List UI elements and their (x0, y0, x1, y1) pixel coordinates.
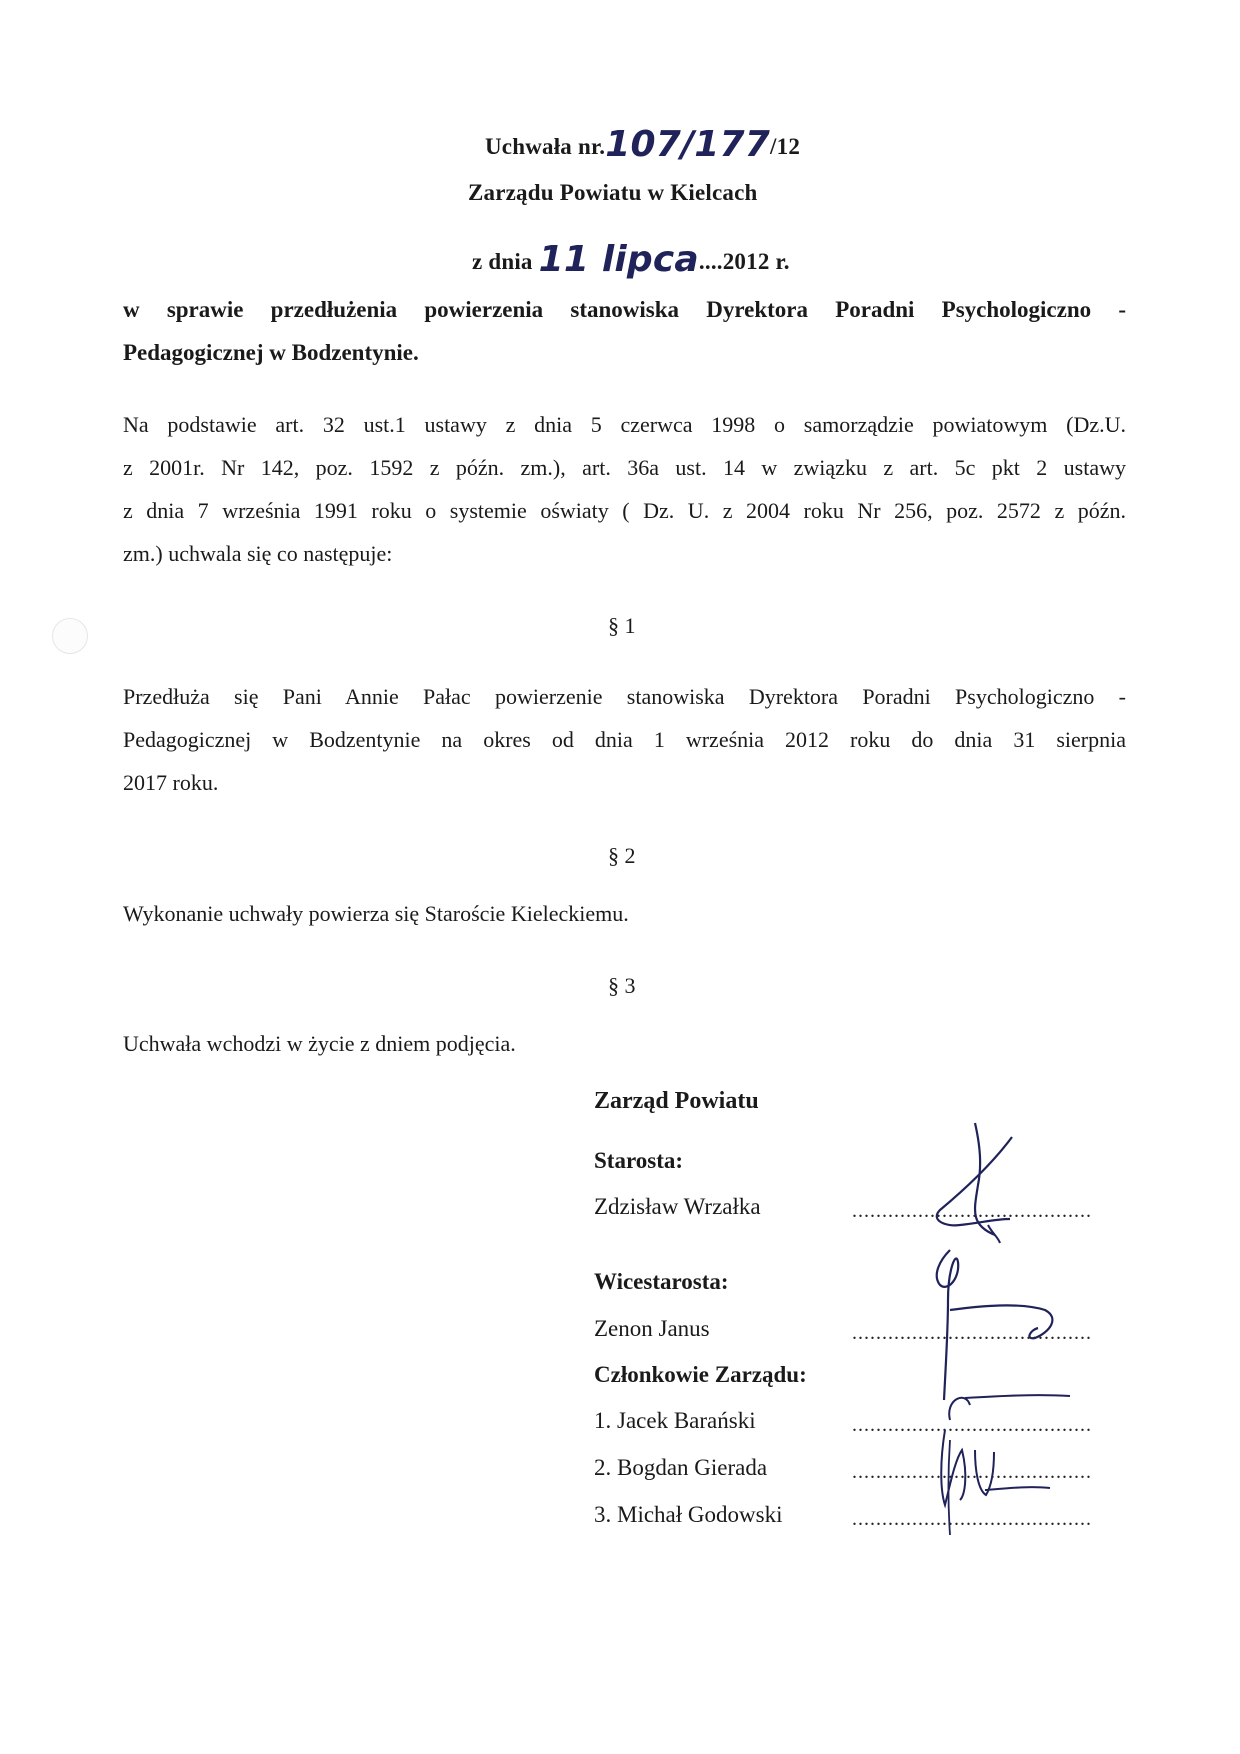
resolution-title (485, 122, 800, 163)
wicestarosta-name: Zenon Janus (594, 1316, 710, 1341)
preamble-line-2: z 2001r. Nr 142, poz. 1592 z późn. zm.), art. 36a ust. 14 w związku z art. 5c pkt 2 ustawy (123, 455, 1126, 480)
preamble-line-3: z dnia 7 września 1991 roku o systemie oświaty ( Dz. U. z 2004 roku Nr 256, poz. 2572 z późn. (123, 498, 1126, 523)
section-1-line-1: Przedłuża się Pani Annie Pałac powierzenie stanowiska Dyrektora Poradni Psychologiczno - (123, 684, 1126, 709)
section-3-line-1: Uchwała wchodzi w życie z dniem podjęcia. (123, 1031, 516, 1056)
date-prefix: z dnia (472, 249, 533, 274)
member-signature-line-2: ........................................ (852, 1461, 1092, 1483)
section-1-line-3: 2017 roku. (123, 770, 219, 795)
wicestarosta-label: Wicestarosta: (594, 1269, 729, 1294)
section-sign-3: § 3 (608, 973, 636, 998)
issuer-line: Zarządu Powiatu w Kielcach (468, 180, 758, 205)
member-name-1: 1. Jacek Barański (594, 1408, 756, 1433)
starosta-signature-line: ........................................ (852, 1200, 1092, 1222)
preamble-line-1: Na podstawie art. 32 ust.1 ustawy z dnia 5 czerwca 1998 o samorządzie powiatowym (Dz.U. (123, 412, 1126, 437)
resolution-suffix: /12 (770, 134, 801, 159)
member-name-3: 3. Michał Godowski (594, 1502, 783, 1527)
date-line (472, 237, 790, 278)
members-signature-image (920, 1390, 1090, 1540)
section-sign-2: § 2 (608, 843, 636, 868)
members-label: Członkowie Zarządu: (594, 1362, 807, 1387)
member-signature-line-3: ........................................ (852, 1508, 1092, 1530)
starosta-label: Starosta: (594, 1148, 684, 1173)
member-name-2: 2. Bogdan Gierada (594, 1455, 768, 1480)
subject-line-1: w sprawie przedłużenia powierzenia stanowiska Dyrektora Poradni Psychologiczno - (123, 297, 1126, 322)
date-suffix: ....2012 r. (698, 249, 790, 274)
resolution-prefix: Uchwała nr. (485, 134, 606, 159)
resolution-number-handwritten: 107/177 (605, 124, 771, 165)
member-signature-line-1: ........................................ (852, 1414, 1092, 1436)
punch-hole-mark (52, 618, 88, 654)
wicestarosta-signature-line: ........................................ (852, 1322, 1092, 1344)
wicestarosta-signature-image (920, 1240, 1080, 1410)
preamble-line-4: zm.) uchwala się co następuje: (123, 541, 393, 566)
date-handwritten: 11 lipca (538, 239, 699, 280)
section-1-line-2: Pedagogicznej w Bodzentynie na okres od dnia 1 września 2012 roku do dnia 31 sierpnia (123, 727, 1126, 752)
starosta-name: Zdzisław Wrzałka (594, 1194, 761, 1219)
section-2-line-1: Wykonanie uchwały powierza się Staroście Kieleckiemu. (123, 901, 629, 926)
starosta-signature-image (900, 1115, 1040, 1245)
section-sign-1: § 1 (608, 613, 636, 638)
subject-line-2: Pedagogicznej w Bodzentynie. (123, 340, 419, 365)
board-title: Zarząd Powiatu (594, 1088, 759, 1114)
